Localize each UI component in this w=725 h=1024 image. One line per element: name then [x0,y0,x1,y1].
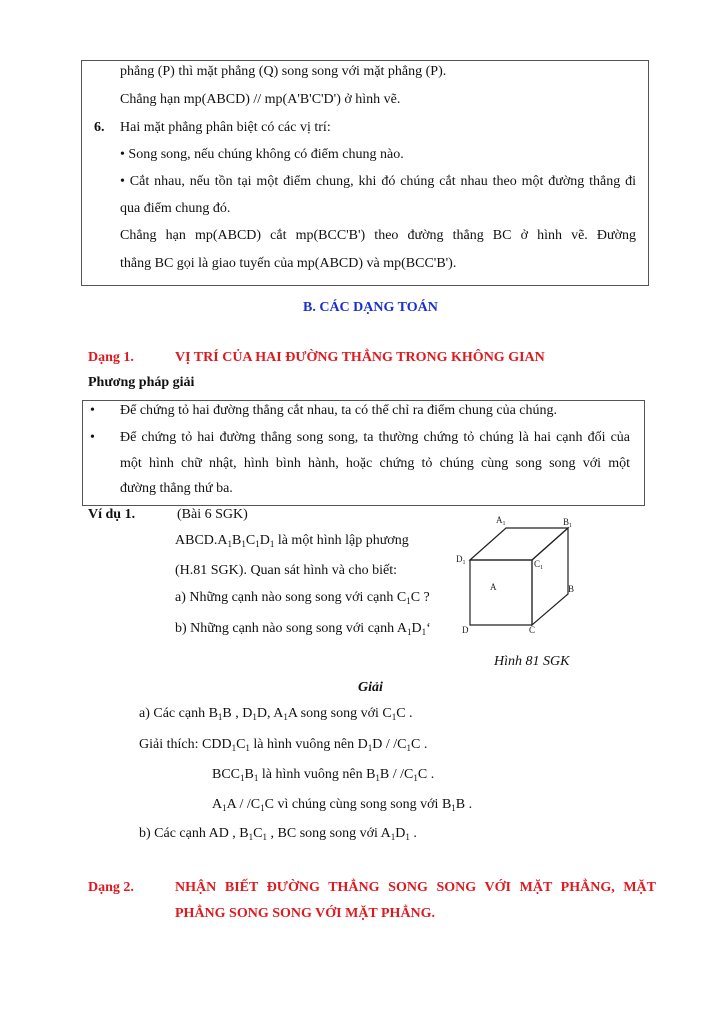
solution-a-suffix: song song với [300,706,379,721]
label-d: D [462,625,469,635]
solution-a: a) Các cạnh $B_1B$ , $D_1D$, $A_1A$ song song với $C_1C$ . [139,706,413,722]
dang2-label: Dạng 2. [88,880,134,895]
label-b: B [568,584,575,594]
method-bullet-1-symbol: • [90,403,95,418]
method-title: Phương pháp giải [88,375,195,390]
label-b1: $B_1$ [563,517,573,529]
example-line-1: Chẳng hạn mp(ABCD) cắt mp(BCC'B') theo đường thẳng BC ở hình vẽ. Đường [120,228,636,243]
method-bullet-2-line-3: đường thẳng thứ ba. [120,481,233,496]
dang1-title: VỊ TRÍ CỦA HAI ĐƯỜNG THẲNG TRONG KHÔNG GIAN [175,350,545,365]
solution-a-prefix: a) Các cạnh [139,706,206,721]
section-title: B. CÁC DẠNG TOÁN [303,300,438,315]
solution-b: b) Các cạnh AD , $B_1C_1$ , BC song song với $A_1D_1$ . [139,826,417,842]
explain-2-mid: là hình vuông nên [261,767,363,782]
explain-1-mid: là hình vuông nên [253,737,355,752]
method-bullet-2-line-2: một hình chữ nhật, hình bình hành, hoặc chứng tỏ chúng cùng song song với một [120,456,630,471]
question-a-text: a) Những cạnh nào song song với cạnh [175,590,394,605]
example-source: (Bài 6 SGK) [177,507,248,522]
label-c1: $C_1$ [534,559,544,571]
dang2-title-line-2: PHẲNG SONG SONG VỚI MẶT PHẲNG. [175,906,436,921]
explain-3: $A_1A / /C_1C$ vì chúng cùng song song với $B_1B$ . [212,797,473,813]
bullet-parallel: • Song song, nếu chúng không có điểm chung nào. [120,147,404,162]
label-a1: $A_1$ [496,515,506,527]
example-line-cube-suffix: là một hình lập phương [277,533,409,548]
question-a: a) Những cạnh nào song song với cạnh $C_1C$ ? [175,590,430,606]
bullet-intersect-line-1: • Cắt nhau, nếu tồn tại một điểm chung, khi đó chúng cắt nhau theo một đường thẳng đi [120,174,636,189]
explain-label: Giải thích: [139,737,199,752]
solution-b-prefix: b) Các cạnh [139,826,206,841]
solution-b-suffix: song song với [299,826,378,841]
example-line-cube: $ABCD.A_1B_1C_1D_1$ là một hình lập phương [175,533,409,549]
method-bullet-2-symbol: • [90,430,95,445]
solution-title: Giải [358,680,383,695]
explain-1: Giải thích: $CDD_1C_1$ là hình vuông nên $D_1D / /C_1C$ . [139,737,428,753]
label-a: A [490,582,497,592]
explain-2: $BCC_1B_1$ là hình vuông nên $B_1B / /C_1C$ . [212,767,435,783]
dang2-title-line-1: NHẬN BIẾT ĐƯỜNG THẲNG SONG SONG VỚI MẶT PHẲNG, MẶT [175,880,656,895]
method-bullet-2-line-1: Để chứng tỏ hai đường thẳng song song, ta thường chứng tỏ chúng là hai cạnh đối của [120,430,630,445]
example-label: Ví dụ 1. [88,507,136,522]
cube-figure [450,510,590,640]
example-line-2: thẳng BC gọi là giao tuyến của mp(ABCD) và mp(BCC'B'). [120,256,457,271]
item-number: 6. [94,120,105,135]
question-b: b) Những cạnh nào song song với cạnh $A_1D_1‘$ [175,621,431,637]
label-d1: $D_1$ [456,554,466,566]
cube-top-face [470,528,568,560]
example-line-observe: (H.81 SGK). Quan sát hình và cho biết: [175,563,398,578]
cube-front-face [470,560,532,625]
method-bullet-1: Để chứng tỏ hai đường thẳng cắt nhau, ta có thể chỉ ra điểm chung của chúng. [120,403,557,418]
dang1-label: Dạng 1. [88,350,134,365]
question-b-text: b) Những cạnh nào song song với cạnh [175,621,395,636]
cube-right-face [532,528,568,625]
theory-line-2: Chẳng hạn mp(ABCD) // mp(A'B'C'D') ở hình vẽ. [120,92,401,107]
bullet-intersect-line-2: qua điểm chung đó. [120,201,231,216]
figure-caption: Hình 81 SGK [494,654,570,669]
explain-3-mid: vì chúng cùng song song với [277,797,439,812]
theory-line-1: phẳng (P) thì mặt phẳng (Q) song song với mặt phẳng (P). [120,64,447,79]
label-c: C [529,625,536,635]
item-text: Hai mặt phẳng phân biệt có các vị trí: [120,120,331,135]
